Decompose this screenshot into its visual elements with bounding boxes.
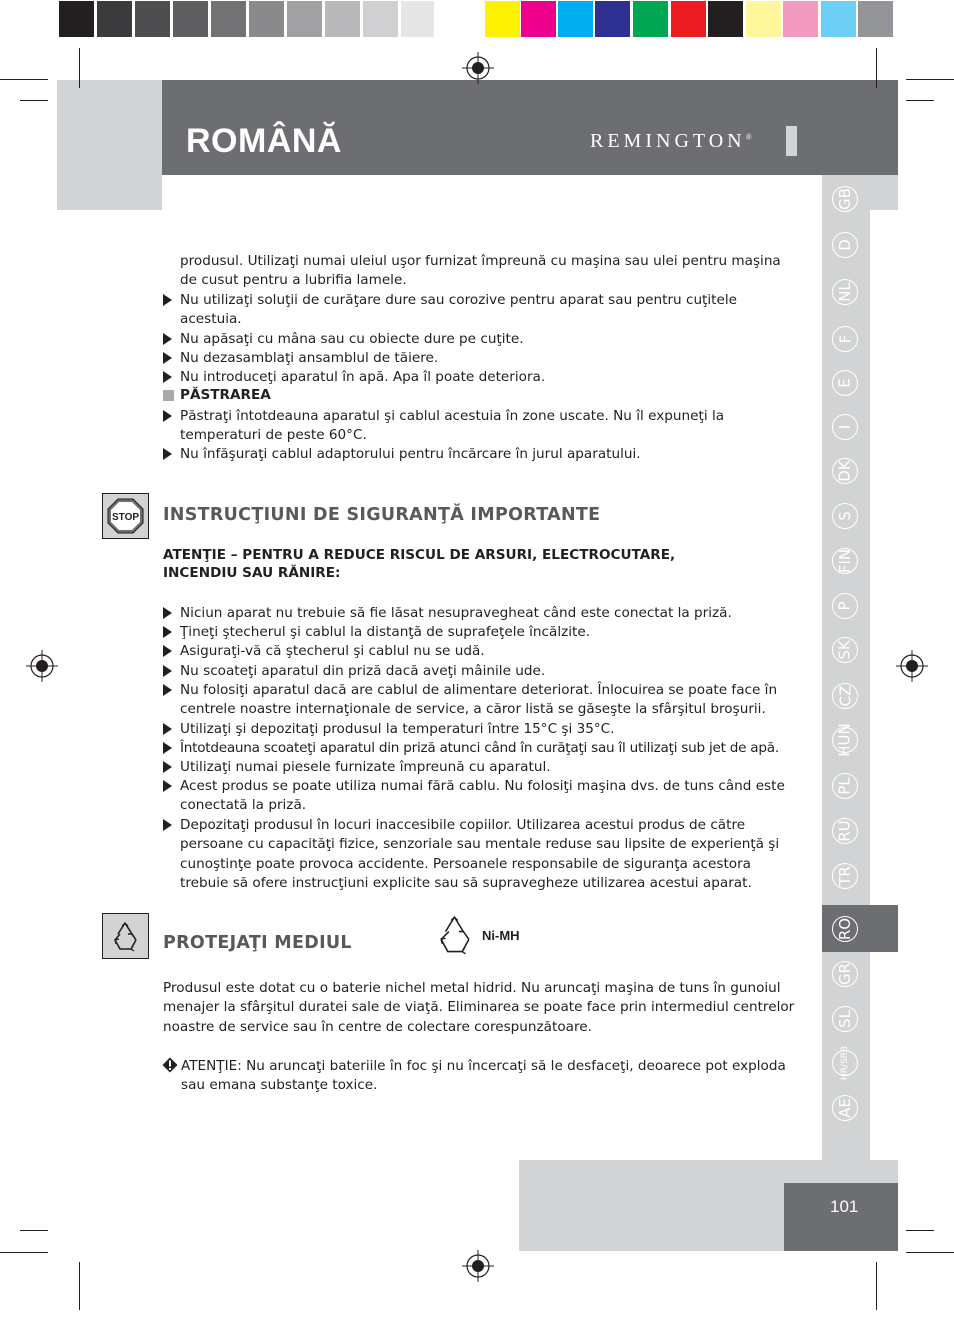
list-item: Nu folosiţi aparatul dacă are cablul de alimentare deteriorat. Înlocuirea se poate face în centrele noastre internaţionale de service, a căror listă se găseşte la sfârşitul broşurii.	[180, 682, 778, 718]
storage-heading: PĂSTRAREA	[180, 387, 271, 403]
color-swatch	[520, 0, 557, 38]
environment-heading: PROTEJAŢI MEDIUL	[163, 933, 352, 953]
list-item: Ţineţi ştecherul şi cablul la distanţă de suprafeţele încălzite.	[180, 624, 591, 640]
language-tab-fin[interactable]	[832, 548, 858, 574]
color-swatch	[248, 0, 285, 38]
language-tab-label: RU	[836, 820, 854, 842]
list-item: Utilizaţi şi depozitaţi produsul la temperaturi între 15°C şi 35°C.	[180, 721, 615, 737]
stop-sign-icon	[103, 494, 148, 538]
language-tab-tr[interactable]	[832, 863, 858, 889]
brand-accent-bar	[786, 126, 797, 156]
language-tab-label: HUN	[836, 723, 855, 757]
language-tab-i[interactable]	[832, 414, 858, 440]
color-swatch	[670, 0, 707, 38]
language-tab-ae[interactable]	[832, 1095, 858, 1121]
bullet-arrow-icon	[163, 448, 172, 460]
language-tab-label: GR	[835, 962, 854, 986]
list-item: Depozitaţi produsul în locuri inaccesibile copiilor. Utilizarea acestui produs de către persoane cu capacităţi fizice, senzoriale sau mentale reduse sau lipsite de experienţă şi cunoştinţe poate provoca accidente. Persoanele responsabile de siguranţa acestora trebuie să ofere instrucţiuni explicite sau să supravegheze utilizarea acestui aparat.	[180, 817, 780, 891]
color-swatch	[400, 0, 437, 38]
language-tab-label: DK	[835, 460, 854, 482]
color-swatch	[484, 0, 521, 38]
language-tab-s[interactable]	[832, 503, 858, 529]
language-tab-label: RO	[835, 917, 854, 941]
intro-continuation: produsul. Utilizaţi numai uleiul uşor furnizat împreună cu maşina sau ulei pentru maşina de cusut pentru a lubrifia lamele.	[180, 253, 781, 289]
recycle-icon	[103, 914, 148, 958]
color-swatch	[782, 0, 819, 38]
list-item: Nu dezasamblaţi ansamblul de tăiere.	[180, 350, 439, 366]
language-tab-label: I	[836, 424, 854, 430]
bullet-arrow-icon	[163, 371, 172, 383]
language-tab-label: TR	[836, 866, 854, 886]
color-swatch	[134, 0, 171, 38]
language-tab-label: PL	[836, 777, 854, 795]
registration-mark-icon	[26, 650, 58, 682]
safety-warning-line1: ATENŢIE – PENTRU A REDUCE RISCUL DE ARSURI, ELECTROCUTARE,	[163, 547, 676, 563]
color-swatch	[172, 0, 209, 38]
list-item: Niciun aparat nu trebuie să fie lăsat nesupravegheat când este conectat la priză.	[180, 605, 732, 621]
bullet-arrow-icon	[163, 742, 172, 754]
color-swatch	[286, 0, 323, 38]
language-tab-dk[interactable]	[832, 458, 858, 484]
battery-type-label: Ni-MH	[482, 928, 520, 943]
language-tab-ru[interactable]	[832, 818, 858, 844]
list-item: Utilizaţi numai piesele furnizate împreună cu aparatul.	[180, 759, 551, 775]
list-item: Nu introduceţi aparatul în apă. Apa îl poate deteriora.	[180, 369, 546, 385]
language-tab-p[interactable]	[832, 593, 858, 619]
bullet-arrow-icon	[163, 684, 172, 696]
color-swatch	[707, 0, 744, 38]
color-swatch	[96, 0, 133, 38]
language-tab-label: F	[835, 334, 854, 344]
language-tab-label: FIN	[836, 548, 854, 574]
color-swatch	[857, 0, 894, 38]
bullet-arrow-icon	[163, 333, 172, 345]
language-tab-hr-srb[interactable]	[832, 1045, 858, 1081]
color-swatch	[434, 0, 470, 38]
safety-heading: INSTRUCŢIUNI DE SIGURANŢĂ IMPORTANTE	[163, 505, 601, 525]
registration-mark-icon	[462, 1250, 494, 1282]
list-item: Nu scoateţi aparatul din priză dacă aveţi mâinile ude.	[180, 663, 546, 679]
language-tab-f[interactable]	[832, 326, 858, 352]
language-tab-pl[interactable]	[832, 773, 858, 799]
language-tab-gb[interactable]	[832, 186, 858, 212]
bullet-arrow-icon	[163, 410, 172, 422]
color-swatch	[594, 0, 631, 38]
language-tab-nl[interactable]	[832, 279, 858, 305]
safety-warning-line2: INCENDIU SAU RĂNIRE:	[163, 565, 341, 581]
language-tab-label: AE	[836, 1098, 854, 1118]
color-swatch	[362, 0, 399, 38]
bullet-arrow-icon	[163, 607, 172, 619]
left-grey-panel	[57, 80, 162, 210]
language-tab-gr[interactable]	[832, 961, 858, 987]
bullet-arrow-icon	[163, 761, 172, 773]
svg-text:STOP: STOP	[111, 512, 140, 523]
bullet-arrow-icon	[163, 819, 172, 831]
bullet-arrow-icon	[163, 723, 172, 735]
bullet-arrow-icon	[163, 626, 172, 638]
recycle-icon	[430, 911, 480, 961]
list-item: Nu înfăşuraţi cablul adaptorului pentru încărcare în jurul aparatului.	[180, 446, 641, 462]
color-swatch	[210, 0, 247, 38]
language-tab-label: P	[835, 601, 854, 611]
language-tab-label: D	[836, 239, 854, 251]
language-tab-label: E	[835, 378, 854, 388]
list-item: Asiguraţi-vă că ştecherul şi cablul nu se udă.	[180, 643, 485, 659]
environment-paragraph: Produsul este dotat cu o baterie nichel metal hidrid. Nu aruncaţi maşina de tuns în gunoiul menajer la sfârşitul duratei sale de viaţă. Eliminarea se poate face prin intermediul centrelor noastre de service sau în centre de colectare corespunzătoare.	[163, 980, 795, 1035]
page-title: ROMÂNĂ	[186, 122, 342, 160]
language-tab-label: GB	[835, 188, 854, 210]
page-number-box	[784, 1183, 898, 1251]
bullet-arrow-icon	[163, 665, 172, 677]
page-number: 101	[830, 1197, 859, 1216]
color-swatch	[820, 0, 857, 38]
bullet-arrow-icon	[163, 352, 172, 364]
language-tab-ro[interactable]	[832, 916, 858, 942]
list-item: Nu apăsaţi cu mâna sau cu obiecte dure pe cuţite.	[180, 331, 524, 347]
language-tab-label: NL	[835, 282, 854, 302]
language-tab-d[interactable]	[832, 232, 858, 258]
language-tab-label: SK	[835, 640, 854, 660]
list-item: Păstraţi întotdeauna aparatul şi cablul acestuia în zone uscate. Nu îl expuneţi la temperaturi de peste 60°C.	[180, 408, 725, 444]
section-square-icon	[163, 390, 174, 401]
list-item: Întotdeauna scoateţi aparatul din priză atunci când în curăţaţi sau îl utilizaţi sub jet de apă.	[180, 740, 779, 756]
language-tab-label: HR/SRB	[840, 1045, 851, 1081]
language-tab-sk[interactable]	[832, 637, 858, 663]
recycle-icon-box	[102, 913, 149, 959]
language-tab-e[interactable]	[832, 370, 858, 396]
bullet-arrow-icon	[163, 645, 172, 657]
list-item: Acest produs se poate utiliza numai fără cablu. Nu folosiţi maşina dvs. de tuns când este conectată la priză.	[180, 778, 785, 814]
caution-text: ATENŢIE: Nu aruncaţi bateriile în foc şi nu încercaţi să le desfaceţi, deoarece pot exploda sau emana substanţe toxice.	[181, 1058, 786, 1094]
bullet-arrow-icon	[163, 294, 172, 306]
stop-icon-box	[102, 493, 149, 539]
list-item: Nu utilizaţi soluţii de curăţare dure sau corozive pentru aparat sau pentru cuţitele acestuia.	[180, 292, 737, 328]
color-swatch	[324, 0, 361, 38]
language-tab-sl[interactable]	[832, 1006, 858, 1032]
color-swatch	[632, 0, 669, 38]
caution-diamond-icon	[162, 1057, 178, 1073]
language-tab-label: S	[836, 511, 854, 521]
brand-logo: REMINGTON®	[590, 130, 756, 152]
color-swatch	[557, 0, 594, 38]
language-tab-cz[interactable]	[832, 683, 858, 709]
color-swatch	[745, 0, 782, 38]
color-swatch	[58, 0, 95, 38]
registration-mark-icon	[462, 52, 494, 84]
language-tab-label: CZ	[836, 685, 854, 707]
language-tab-hun[interactable]	[832, 723, 858, 757]
color-calibration-bar	[0, 0, 954, 40]
language-tab-label: SL	[835, 1010, 854, 1028]
bullet-arrow-icon	[163, 780, 172, 792]
registration-mark-icon	[896, 650, 928, 682]
